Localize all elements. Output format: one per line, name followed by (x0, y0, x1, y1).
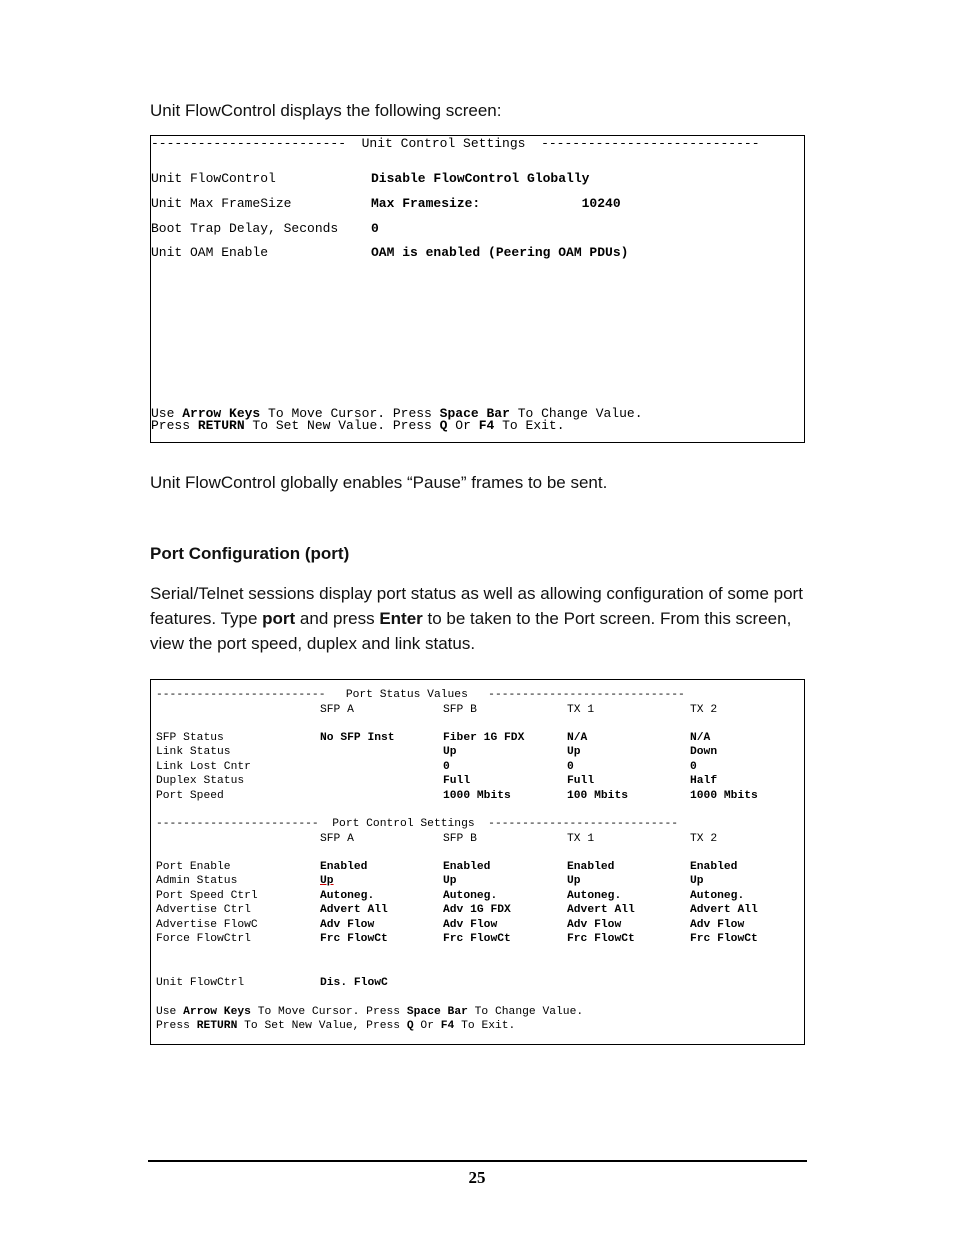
help-text-segment: Q (406, 1020, 414, 1032)
port-control-value: Frc FlowCt (320, 933, 388, 945)
help-text-segment: Space Bar (406, 1006, 468, 1018)
port-status-value: Up (443, 746, 457, 759)
port-control-value: Frc FlowCt (690, 933, 758, 945)
port-control-value: Up (443, 875, 457, 888)
help-text-segment: Or (447, 418, 479, 433)
port-status-label: Link Status (156, 746, 231, 759)
help-text-segment: Use (151, 406, 183, 421)
port-status-value: Down (690, 746, 718, 759)
port-status-value: 0 (567, 760, 574, 773)
unit-row-value: 0 (371, 221, 379, 236)
port-control-value: Enabled (320, 861, 368, 873)
port-control-value: Adv 1G FDX (443, 904, 511, 917)
port-control-label: Force FlowCtrl (156, 933, 251, 945)
port-status-label: Link Lost Cntr (156, 760, 251, 773)
intro-text: Unit FlowControl displays the following screen: (150, 101, 502, 120)
unit-flowctrl-label: Unit FlowCtrl (156, 977, 245, 989)
help-text-segment: Use (156, 1006, 184, 1018)
port-control-label: Admin Status (156, 875, 238, 888)
port-control-value: Frc FlowCt (443, 933, 511, 945)
port-control-value: Advert All (690, 904, 758, 917)
port-control-value: Adv Flow (443, 918, 498, 931)
port-column-header: TX 1 (567, 833, 595, 845)
port-control-value: Adv Flow (690, 918, 745, 931)
port-help-line-1 (156, 1006, 583, 1018)
port-status-label: SFP Status (156, 732, 224, 744)
port-paragraph-line: features. Type port and press Enter to be taken to the Port screen. From this screen, (150, 609, 792, 628)
port-status-value: 1000 Mbits (690, 789, 758, 802)
port-status-value: N/A (690, 732, 711, 744)
port-control-value: Advert All (567, 904, 635, 917)
help-text-segment: F4 (440, 1020, 455, 1032)
port-control-value: Up (567, 875, 581, 888)
help-text-segment: To Exit. (494, 418, 565, 433)
help-text-segment: Arrow Keys (182, 406, 261, 421)
port-control-value: Autoneg. (320, 889, 375, 902)
unit-help-line-2 (151, 418, 565, 433)
port-control-label: Advertise Ctrl (156, 904, 251, 917)
port-status-value: 100 Mbits (567, 789, 629, 802)
help-text-segment: Arrow Keys (183, 1006, 251, 1018)
unit-row-label: Unit Max FrameSize (151, 196, 292, 211)
help-text-segment: Space Bar (439, 406, 510, 421)
port-control-value: Autoneg. (567, 889, 622, 902)
help-text-segment: F4 (478, 418, 495, 433)
port-control-value: Up (690, 875, 704, 888)
port-status-title: ------------------------- Port Status Values ----------------------------- (156, 689, 685, 701)
port-column-header: SFP A (320, 704, 354, 716)
port-control-value: Adv Flow (320, 918, 375, 931)
port-control-value: Advert All (320, 904, 388, 917)
port-status-value: N/A (567, 732, 588, 744)
port-status-value: 1000 Mbits (443, 789, 511, 802)
port-status-value: Full (567, 775, 595, 788)
footer-rule (148, 1160, 807, 1162)
help-text-segment: RETURN (196, 1020, 238, 1032)
port-column-header: SFP A (320, 833, 354, 845)
port-column-header: TX 2 (690, 833, 718, 845)
help-text-segment: To Move Cursor. Press (250, 1006, 407, 1018)
port-column-header: TX 2 (690, 704, 718, 716)
help-text-segment: RETURN (197, 418, 245, 433)
port-screen (150, 679, 805, 1045)
port-status-value: Up (567, 746, 581, 759)
port-column-header: SFP B (443, 833, 477, 845)
port-control-value: Enabled (443, 861, 491, 873)
port-column-header: SFP B (443, 704, 477, 716)
port-control-value: Frc FlowCt (567, 933, 635, 945)
port-paragraph-line: view the port speed, duplex and link status. (150, 634, 476, 653)
port-control-value: Enabled (567, 861, 615, 873)
help-text-segment: To Set New Value, Press (237, 1020, 407, 1032)
help-text-segment: To Move Cursor. Press (260, 406, 440, 421)
flow-note: Unit FlowControl globally enables “Pause” frames to be sent. (150, 473, 608, 492)
unit-row-value: OAM is enabled (Peering OAM PDUs) (371, 245, 629, 260)
port-control-value: Adv Flow (567, 918, 622, 931)
port-status-value: Fiber 1G FDX (443, 732, 525, 744)
help-text-segment: To Set New Value. Press (244, 418, 440, 433)
unit-screen-title: ------------------------- Unit Control Settings ---------------------------- (151, 136, 760, 151)
port-paragraph (150, 581, 810, 656)
port-column-header: TX 1 (567, 704, 595, 716)
port-status-label: Port Speed (156, 789, 224, 802)
port-control-value: Up (320, 875, 334, 888)
port-status-value: 0 (443, 760, 450, 773)
port-status-value: Half (690, 775, 718, 788)
port-status-value: No SFP Inst (320, 732, 395, 744)
page-number: 25 (468, 1168, 486, 1187)
port-control-title: ------------------------ Port Control Settings ---------------------------- (156, 818, 679, 830)
unit-row-label: Unit OAM Enable (151, 245, 269, 260)
port-status-value: Full (443, 775, 471, 788)
section-heading: Port Configuration (port) (150, 544, 350, 563)
port-control-value: Autoneg. (443, 889, 498, 902)
port-status-label: Duplex Status (156, 775, 245, 788)
unit-row-label: Boot Trap Delay, Seconds (151, 221, 339, 236)
unit-flowctrl-value: Dis. FlowC (320, 977, 388, 989)
port-help-line-2 (156, 1020, 515, 1032)
unit-row-value: Disable FlowControl Globally (371, 171, 590, 186)
help-text-segment: To Change Value. (509, 406, 643, 421)
port-control-label: Port Speed Ctrl (156, 889, 258, 902)
help-text-segment: Press (151, 418, 198, 433)
port-control-value: Enabled (690, 861, 738, 873)
port-paragraph-line: Serial/Telnet sessions display port status as well as allowing configuration of some port (150, 584, 803, 603)
port-control-value: Autoneg. (690, 889, 745, 902)
port-control-label: Port Enable (156, 861, 231, 873)
help-text-segment: Press (156, 1020, 197, 1032)
help-text-segment: To Change Value. (467, 1006, 584, 1018)
help-text-segment: To Exit. (454, 1020, 516, 1032)
port-control-label: Advertise FlowC (156, 918, 258, 931)
unit-row-value: Max Framesize: 10240 (371, 196, 621, 211)
unit-control-screen (150, 135, 805, 443)
help-text-segment: Or (413, 1020, 441, 1032)
unit-row-label: Unit FlowControl (151, 171, 276, 186)
port-status-value: 0 (690, 760, 697, 773)
help-text-segment: Q (439, 418, 448, 433)
